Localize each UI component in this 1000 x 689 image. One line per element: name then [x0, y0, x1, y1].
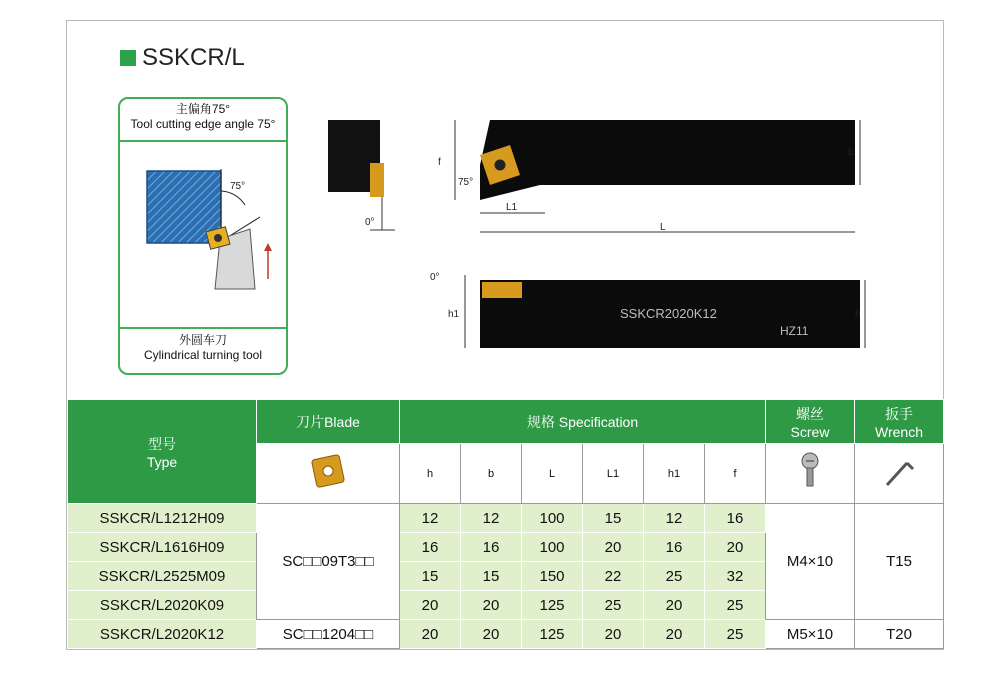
top-view-angle: 75° [458, 177, 474, 188]
cell-h1: 12 [644, 504, 705, 533]
cell-h1: 25 [644, 562, 705, 591]
wrench-group-value: T15 [855, 504, 944, 620]
type-header-en: Type [146, 453, 178, 470]
cell-L: 100 [522, 504, 583, 533]
screw-header [766, 400, 855, 444]
wrench-header [855, 400, 944, 444]
turning-diagram [120, 139, 286, 333]
product-title [120, 44, 245, 72]
table-row-type: SSKCR/L1616H09 [68, 533, 257, 562]
table-row-type: SSKCR/L2020K12 [68, 620, 257, 649]
table-row-type: SSKCR/L1212H09 [68, 504, 257, 533]
cell-b: 12 [461, 504, 522, 533]
cell-L1: 20 [583, 620, 644, 649]
front-view-angle: 0° [430, 272, 440, 283]
blade-header: 刀片Blade [257, 400, 400, 444]
type-header [68, 400, 257, 504]
cell-L1: 25 [583, 591, 644, 620]
col-f: f [705, 444, 766, 504]
cell-b: 20 [461, 620, 522, 649]
end-view-insert [370, 163, 384, 197]
cell-h: 15 [400, 562, 461, 591]
cell-h: 16 [400, 533, 461, 562]
blade-insert-icon [257, 444, 400, 504]
label-L1: L1 [506, 202, 518, 213]
blade-group-value: SC□□09T3□□ [257, 504, 400, 620]
cell-L: 100 [522, 533, 583, 562]
cell-h1: 20 [644, 591, 705, 620]
blade-last-value: SC□□1204□□ [257, 620, 400, 649]
angle-card-header [120, 99, 286, 142]
cell-b: 16 [461, 533, 522, 562]
screw-header-cn: 螺丝 [796, 405, 824, 422]
cell-f: 16 [705, 504, 766, 533]
cell-b: 15 [461, 562, 522, 591]
holder-engraving: SSKCR2020K12 [620, 306, 717, 321]
col-b: b [461, 444, 522, 504]
type-header-cn: 型号 [148, 435, 176, 452]
spec-table [67, 399, 944, 649]
col-L1: L1 [583, 444, 644, 504]
screw-group-value: M4×10 [766, 504, 855, 620]
label-h: h [855, 309, 861, 320]
table-row-type: SSKCR/L2525M09 [68, 562, 257, 591]
cell-f: 32 [705, 562, 766, 591]
cell-L1: 15 [583, 504, 644, 533]
cell-L: 125 [522, 620, 583, 649]
label-L: L [660, 222, 666, 233]
technical-drawing [320, 105, 880, 395]
angle-75-label: 75° [230, 181, 246, 192]
table-row-type: SSKCR/L2020K09 [68, 591, 257, 620]
label-h1: h1 [448, 309, 460, 320]
label-b: b [848, 147, 854, 158]
label-f: f [438, 157, 441, 168]
cell-h1: 16 [644, 533, 705, 562]
wrench-header-cn: 扳手 [885, 405, 913, 422]
angle-card-footer [120, 327, 286, 373]
cell-f: 25 [705, 620, 766, 649]
screw-header-en: Screw [790, 423, 830, 440]
cell-L: 125 [522, 591, 583, 620]
screw-icon [766, 444, 855, 504]
col-L: L [522, 444, 583, 504]
cell-h: 12 [400, 504, 461, 533]
cell-L: 150 [522, 562, 583, 591]
wrench-last-value: T20 [855, 620, 944, 649]
cell-h: 20 [400, 620, 461, 649]
wrench-header-en: Wrench [875, 423, 923, 440]
wrench-icon [855, 444, 944, 504]
cell-L1: 20 [583, 533, 644, 562]
screw-last-value: M5×10 [766, 620, 855, 649]
cell-h: 20 [400, 591, 461, 620]
cell-b: 20 [461, 591, 522, 620]
top-view-body [480, 120, 855, 200]
end-view-angle: 0° [365, 217, 375, 228]
tool-type-en: Cylindrical turning tool [143, 348, 263, 362]
cell-f: 25 [705, 591, 766, 620]
col-h1: h1 [644, 444, 705, 504]
feed-arrow [264, 243, 272, 251]
col-h: h [400, 444, 461, 504]
tool-type-cn: 外圆车刀 [178, 333, 227, 347]
cell-h1: 20 [644, 620, 705, 649]
angle-card [118, 97, 288, 375]
angle-title-cn: 主偏角75° [175, 102, 231, 116]
cell-f: 20 [705, 533, 766, 562]
title-marker [120, 50, 136, 66]
hz-mark: HZ11 [780, 324, 809, 338]
cell-L1: 22 [583, 562, 644, 591]
title-text: SSKCR/L [142, 44, 245, 71]
spec-header: 规格 Specification [400, 400, 766, 444]
angle-title-en: Tool cutting edge angle 75° [130, 117, 276, 131]
front-view-insert [482, 282, 522, 298]
